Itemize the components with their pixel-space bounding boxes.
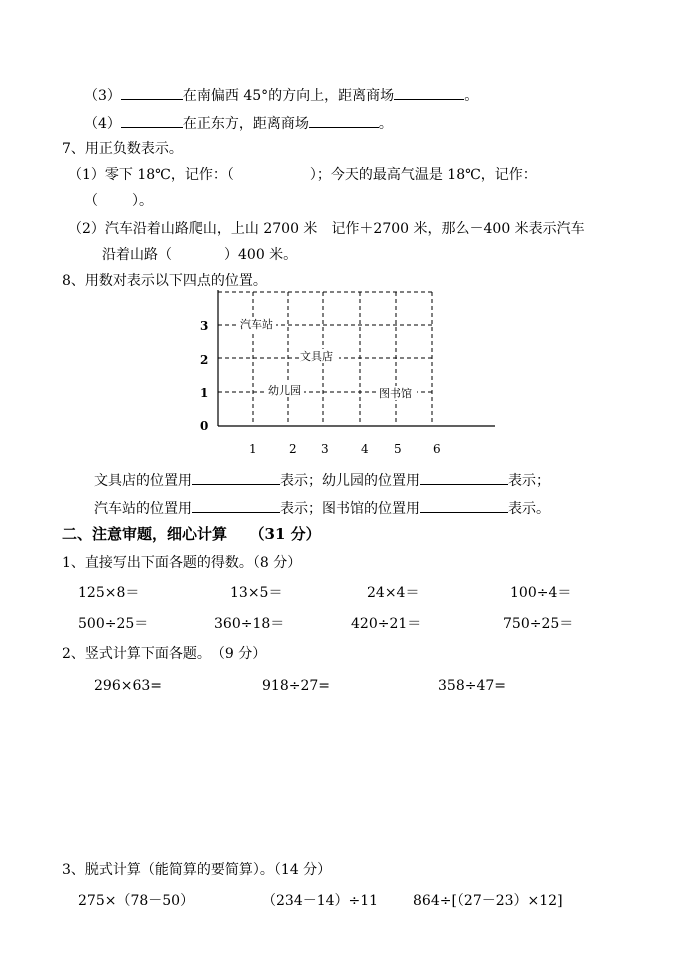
q3-title: 3、脱式计算（能简算的要简算）。（14 分） — [62, 862, 332, 878]
place-library: 图书馆 — [379, 387, 412, 400]
part-text: ）。 — [132, 193, 153, 209]
y-tick-label: 2 — [200, 353, 209, 367]
section-2-title: 二、注意审题，细心计算 （31 分） — [62, 525, 321, 543]
row-text: 文具店的位置用 — [94, 473, 192, 489]
row-text: 表示；图书馆的位置用 — [280, 501, 420, 517]
row-text: 汽车站的位置用 — [94, 501, 192, 517]
item-number: （3） — [84, 88, 121, 104]
x-tick-label: 6 — [433, 442, 441, 456]
answer-blank[interactable] — [121, 85, 183, 100]
y-tick-label: 0 — [200, 419, 209, 433]
calc-item: 125×8＝ — [78, 585, 140, 601]
q6-item-4 — [84, 113, 393, 133]
x-tick-label: 1 — [249, 442, 257, 456]
calc-item: 500÷25＝ — [78, 616, 149, 632]
q7-part1-line2 — [84, 192, 153, 210]
row-text: 表示。 — [508, 501, 550, 517]
step-calc-item: （234－14）÷11 — [262, 893, 379, 909]
item-number: （4） — [84, 116, 121, 132]
q8-answer-row-1 — [94, 470, 550, 490]
item-text: 在南偏西 45°的方向上，距离商场 — [182, 88, 395, 104]
answer-blank[interactable] — [394, 85, 464, 100]
item-text: 在正东方，距离商场 — [182, 116, 309, 132]
part-text: 沿着山路（ — [102, 247, 172, 263]
calc-item: 24×4＝ — [367, 585, 420, 601]
place-bus-station: 汽车站 — [240, 318, 273, 331]
y-tick-label: 3 — [200, 319, 209, 333]
calc-item: 13×5＝ — [230, 585, 283, 601]
step-calc-item: 864÷[（27－23）×12] — [413, 893, 563, 909]
place-kindergarten: 幼儿园 — [268, 384, 301, 397]
vertical-calc-item: 358÷47= — [438, 678, 506, 694]
item-end: 。 — [378, 116, 393, 132]
q7-part2-line1: （2）汽车沿着山路爬山，上山 2700 米 记作＋2700 米，那么－400 米表示汽车 — [68, 221, 585, 237]
answer-blank[interactable] — [192, 498, 280, 513]
q7-part2-line2 — [102, 246, 297, 264]
answer-blank[interactable] — [420, 470, 508, 485]
answer-blank[interactable] — [309, 113, 379, 128]
x-tick-label: 3 — [321, 442, 329, 456]
x-tick-label: 4 — [361, 442, 369, 456]
q2-title: 2、竖式计算下面各题。 （9 分） — [62, 646, 267, 662]
part-text: ）400 米。 — [224, 247, 298, 263]
vertical-calc-item: 296×63= — [94, 678, 162, 694]
item-end: 。 — [464, 88, 479, 104]
part-text: ）；今天的最高气温是 18℃，记作： — [309, 167, 537, 183]
calc-item: 750÷25＝ — [503, 616, 574, 632]
place-stationery-store: 文具店 — [300, 350, 333, 363]
q7-title: 7、用正负数表示。 — [62, 141, 183, 157]
answer-blank[interactable] — [420, 498, 508, 513]
part-text: （1）零下 18℃，记作：（ — [68, 167, 234, 183]
coordinate-grid — [190, 285, 510, 465]
y-tick-label: 1 — [200, 386, 209, 400]
calc-item: 420÷21＝ — [351, 616, 422, 632]
q6-item-3 — [84, 85, 478, 105]
calc-item: 100÷4＝ — [510, 585, 572, 601]
row-text: 表示； — [508, 473, 550, 489]
q1-title: 1、直接写出下面各题的得数。（8 分） — [62, 555, 302, 571]
q7-part1-line1 — [68, 166, 537, 184]
q8-title: 8、用数对表示以下四点的位置。 — [62, 273, 267, 289]
row-text: 表示；幼儿园的位置用 — [280, 473, 420, 489]
answer-blank[interactable] — [192, 470, 280, 485]
x-tick-label: 2 — [289, 442, 297, 456]
calc-item: 360÷18＝ — [214, 616, 285, 632]
x-tick-label: 5 — [394, 442, 402, 456]
answer-blank[interactable] — [121, 113, 183, 128]
step-calc-item: 275×（78－50） — [78, 893, 195, 909]
q8-answer-row-2 — [94, 498, 550, 518]
vertical-calc-item: 918÷27= — [262, 678, 330, 694]
part-text: （ — [84, 193, 98, 209]
